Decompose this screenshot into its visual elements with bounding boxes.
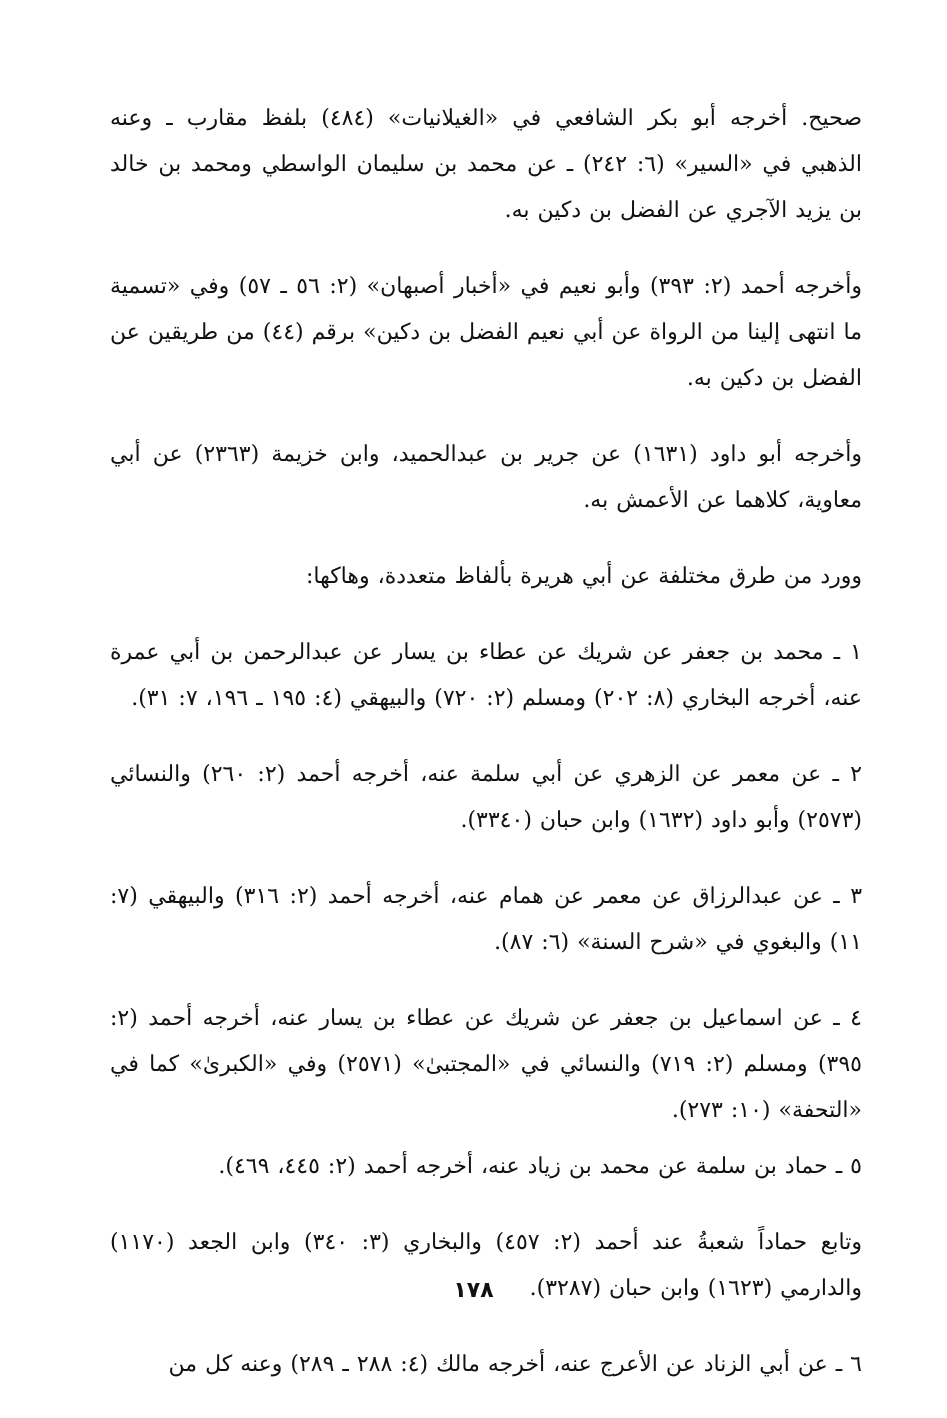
page-number: ١٧٨ [453, 1278, 494, 1303]
route-item-4: ٤ ـ عن اسماعيل بن جعفر عن شريك عن عطاء بن يسار عنه، أخرجه أحمد (٢: ٣٩٥) ومسلم (٢: ٧١٩) والنسائي في «المجتبىٰ» (٢٥٧١) وفي «الكبرىٰ» كما في «التحفة» (١٠: ٢٧٣). [110, 1006, 862, 1123]
route-item-1: ١ ـ محمد بن جعفر عن شريك عن عطاء بن يسار عن عبدالرحمن بن أبي عمرة عنه، أخرجه البخاري (٨: ٢٠٢) ومسلم (٢: ٧٢٠) والبيهقي (٤: ١٩٥ ـ ١٩٦، ٧: ٣١). [110, 640, 862, 711]
route-item-2: ٢ ـ عن معمر عن الزهري عن أبي سلمة عنه، أخرجه أحمد (٢: ٢٦٠) والنسائي (٢٥٧٣) وأبو داود (١٦٣٢) وابن حبان (٣٣٤٠). [110, 762, 862, 833]
paragraph-abu-dawud: وأخرجه أبو داود (١٦٣١) عن جرير بن عبدالحميد، وابن خزيمة (٢٣٦٣) عن أبي معاوية، كلاهما عن الأعمش به. [110, 442, 863, 513]
route-item-6: ٦ ـ عن أبي الزناد عن الأعرج عنه، أخرجه مالك (٤: ٢٨٨ ـ ٢٨٩) وعنه كل من [168, 1352, 862, 1377]
paragraph-other-routes: وورد من طرق مختلفة عن أبي هريرة بألفاظ متعددة، وهاكها: [305, 564, 862, 589]
paragraph-mutabaa: وتابع حماداً شعبةُ عند أحمد (٢: ٤٥٧) والبخاري (٣: ٣٤٠) وابن الجعد (١١٧٠) والدارمي (١٦٢٣) وابن حبان (٣٢٨٧). [110, 1230, 862, 1301]
route-item-5: ٥ ـ حماد بن سلمة عن محمد بن زياد عنه، أخرجه أحمد (٢: ٤٤٥، ٤٦٩). [218, 1154, 862, 1179]
paragraph-ahmad-abu-nuaym: وأخرجه أحمد (٢: ٣٩٣) وأبو نعيم في «أخبار أصبهان» (٢: ٥٦ ـ ٥٧) وفي «تسمية ما انتهى إلينا من الرواة عن أبي نعيم الفضل بن دكين» برقم (٤٤) من طريقين عن الفضل بن دكين به. [110, 274, 862, 391]
paragraph-takhrij-intro: صحيح. أخرجه أبو بكر الشافعي في «الغيلانيات» (٤٨٤) بلفظ مقارب ـ وعنه الذهبي في «السير» (٦: ٢٤٢) ـ عن محمد بن سليمان الواسطي ومحمد بن خالد بن يزيد الآجري عن الفضل بن دكين به. [110, 106, 863, 223]
route-item-3: ٣ ـ عن عبدالرزاق عن معمر عن همام عنه، أخرجه أحمد (٢: ٣١٦) والبيهقي (٧: ١١) والبغوي في «شرح السنة» (٦: ٨٧). [110, 884, 863, 955]
page-body [110, 96, 862, 1418]
